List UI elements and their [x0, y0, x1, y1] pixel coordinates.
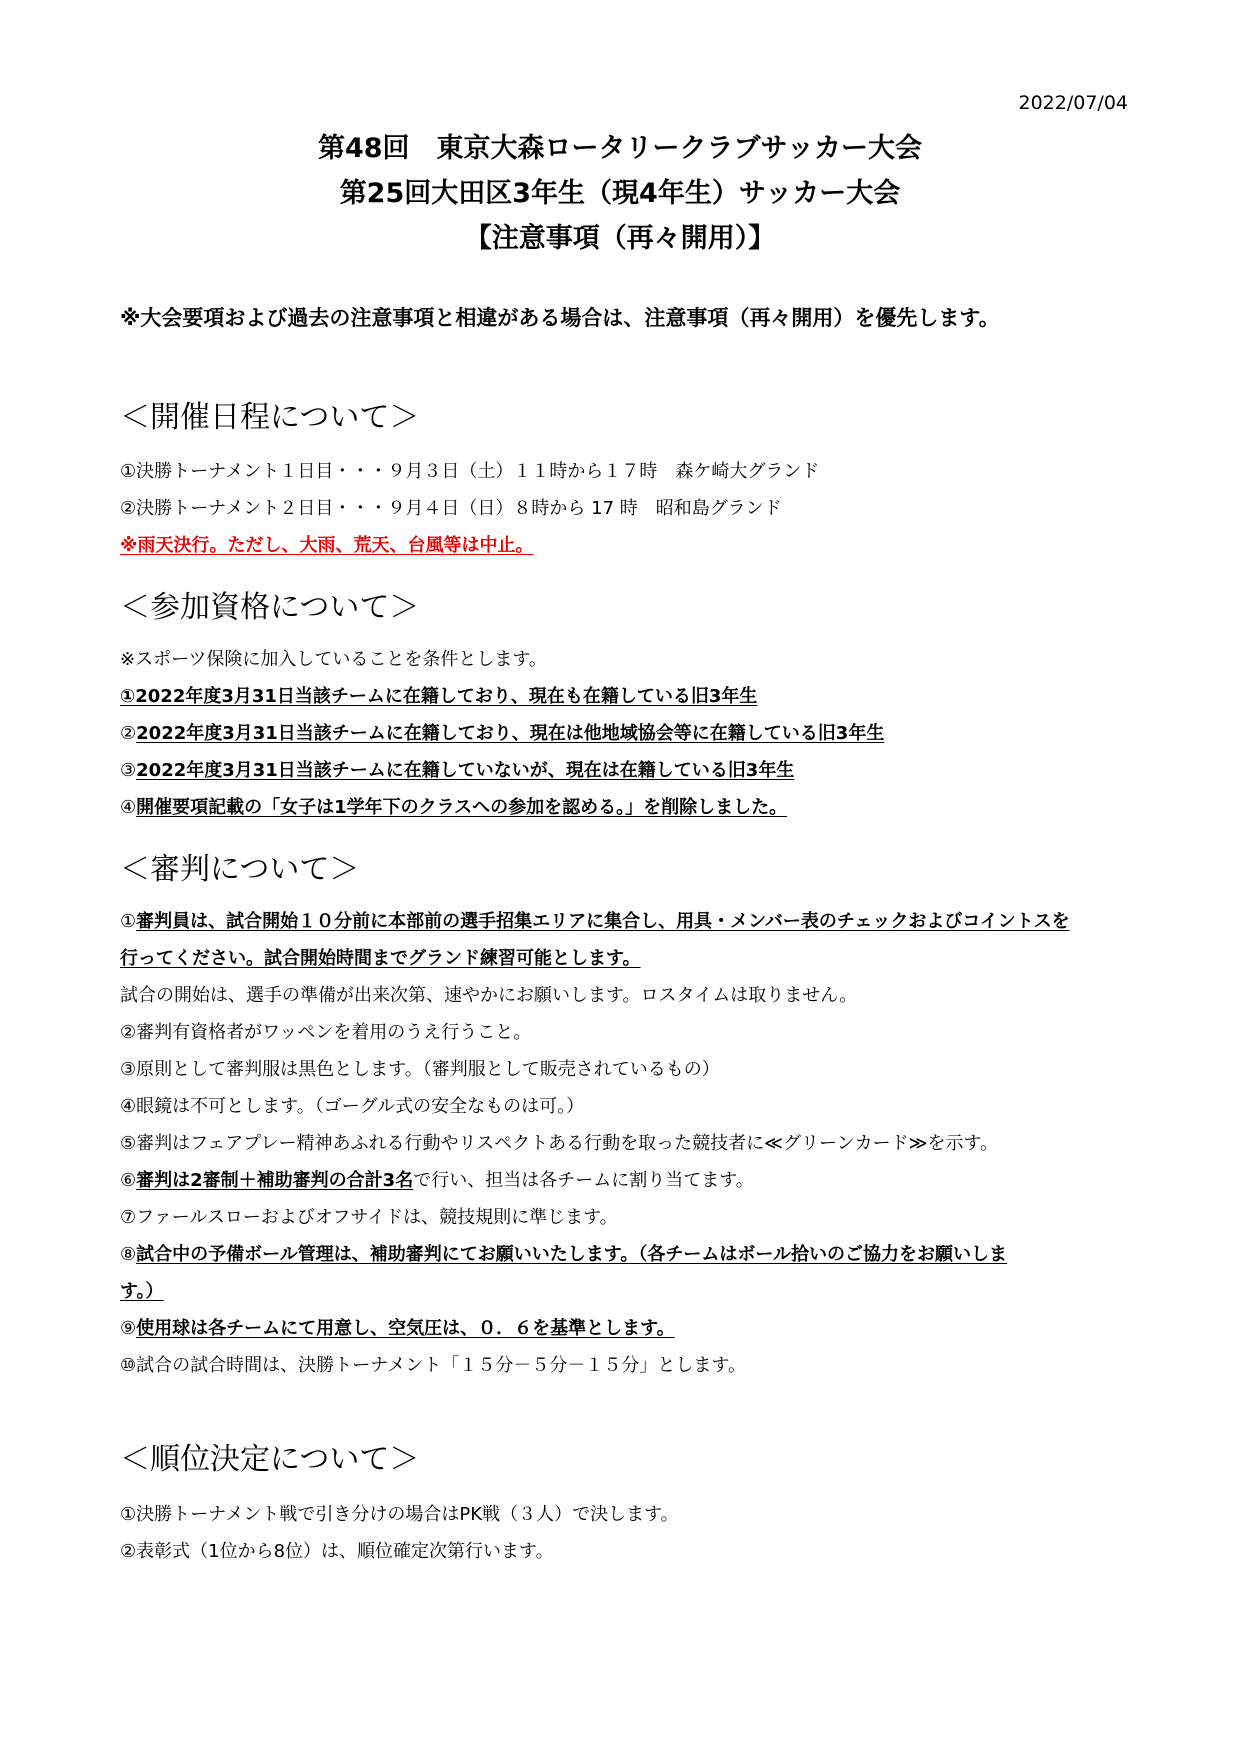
- item-number: ③: [120, 760, 137, 781]
- schedule-day1: ①決勝トーナメント１日目・・・９月３日（土）１１時から１７時 森ケ崎大グランド: [120, 461, 820, 482]
- document-titles: [0, 126, 1240, 261]
- ranking-item-2: ②表彰式（1位から8位）は、順位確定次第行います。: [120, 1541, 554, 1562]
- item-number: ②: [120, 723, 137, 744]
- item-text: 使用球は各チームにて用意し、空気圧は、０．６を基準とします。: [136, 1318, 675, 1339]
- ranking-item-1: ①決勝トーナメント戦で引き分けの場合はPK戦（３人）で決します。: [120, 1504, 679, 1525]
- ranking-heading: ＜順位決定について＞: [120, 1442, 420, 1477]
- referee-item-6: [120, 1166, 754, 1192]
- referee-item-1-cont: 行ってください。試合開始時間までグランド練習可能とします。: [120, 948, 641, 969]
- schedule-day2: ②決勝トーナメント２日目・・・９月４日（日）８時から 17 時 昭和島グランド: [120, 498, 782, 519]
- schedule-heading: ＜開催日程について＞: [120, 400, 420, 435]
- referee-heading: ＜審判について＞: [120, 852, 360, 887]
- referee-item-9: [120, 1314, 675, 1340]
- item-emphasis: 審判は2審制＋補助審判の合計3名: [136, 1170, 414, 1191]
- item-text: 試合中の予備ボール管理は、補助審判にてお願いいたします。（各チームはボール拾いのご協力をお願いしま: [136, 1244, 1007, 1265]
- item-text: 2022年度3月31日当該チームに在籍していないが、現在は在籍している旧3年生: [136, 760, 795, 781]
- title-tournament-1: 第48回 東京大森ロータリークラブサッカー大会: [317, 133, 923, 164]
- referee-item-1: [120, 907, 1070, 933]
- referee-item-4: ④眼鏡は不可とします。（ゴーグル式の安全なものは可。）: [120, 1096, 585, 1117]
- item-text: 2022年度3月31日当該チームに在籍しており、現在は他地域協会等に在籍している旧3年生: [136, 723, 885, 744]
- referee-item-10: ⑩試合の試合時間は、決勝トーナメント「１５分－５分－１５分」とします。: [120, 1355, 746, 1376]
- eligibility-item-1: ①2022年度3月31日当該チームに在籍しており、現在も在籍している旧3年生: [120, 686, 758, 707]
- referee-item-7: ⑦ファールスローおよびオフサイドは、競技規則に準じます。: [120, 1207, 618, 1228]
- item-text: 審判員は、試合開始１０分前に本部前の選手招集エリアに集合し、用具・メンバー表のチェックおよびコイントスを: [136, 911, 1070, 932]
- referee-item-3: ③原則として審判服は黒色とします。（審判服として販売されているもの）: [120, 1059, 720, 1080]
- eligibility-item-4: [120, 793, 787, 819]
- eligibility-heading: ＜参加資格について＞: [120, 590, 420, 625]
- item-number: ⑨: [120, 1318, 137, 1339]
- referee-item-8: [120, 1240, 1007, 1266]
- rain-policy: ※雨天決行。ただし、大雨、荒天、台風等は中止。: [120, 535, 534, 556]
- title-tournament-2: 第25回大田区3年生（現4年生）サッカー大会: [339, 178, 901, 209]
- referee-start-note: 試合の開始は、選手の準備が出来次第、速やかにお願いします。ロスタイムは取りません。: [120, 985, 858, 1006]
- document-date: 2022/07/04: [1018, 92, 1128, 114]
- referee-item-5: ⑤審判はフェアプレー精神あふれる行動やリスペクトある行動を取った競技者に≪グリーンカード≫を示す。: [120, 1133, 999, 1154]
- insurance-note: ※スポーツ保険に加入していることを条件とします。: [120, 649, 547, 670]
- item-number: ⑥: [120, 1170, 137, 1191]
- eligibility-item-2: [120, 719, 884, 745]
- title-notice: 【注意事項（再々開用）】: [464, 223, 776, 254]
- referee-item-8-cont: す。）: [120, 1281, 164, 1302]
- item-number: ①: [120, 911, 137, 932]
- item-number: ⑧: [120, 1244, 137, 1265]
- eligibility-item-3: [120, 756, 794, 782]
- priority-note: ※大会要項および過去の注意事項と相違がある場合は、注意事項（再々開用）を優先します。: [120, 306, 1000, 330]
- item-number: ④: [120, 797, 137, 818]
- referee-item-2: ②審判有資格者がワッペンを着用のうえ行うこと。: [120, 1022, 532, 1043]
- item-text: 開催要項記載の「女子は1学年下のクラスへの参加を認める。」を削除しました。: [136, 797, 788, 818]
- item-text: で行い、担当は各チームに割り当てます。: [413, 1170, 754, 1191]
